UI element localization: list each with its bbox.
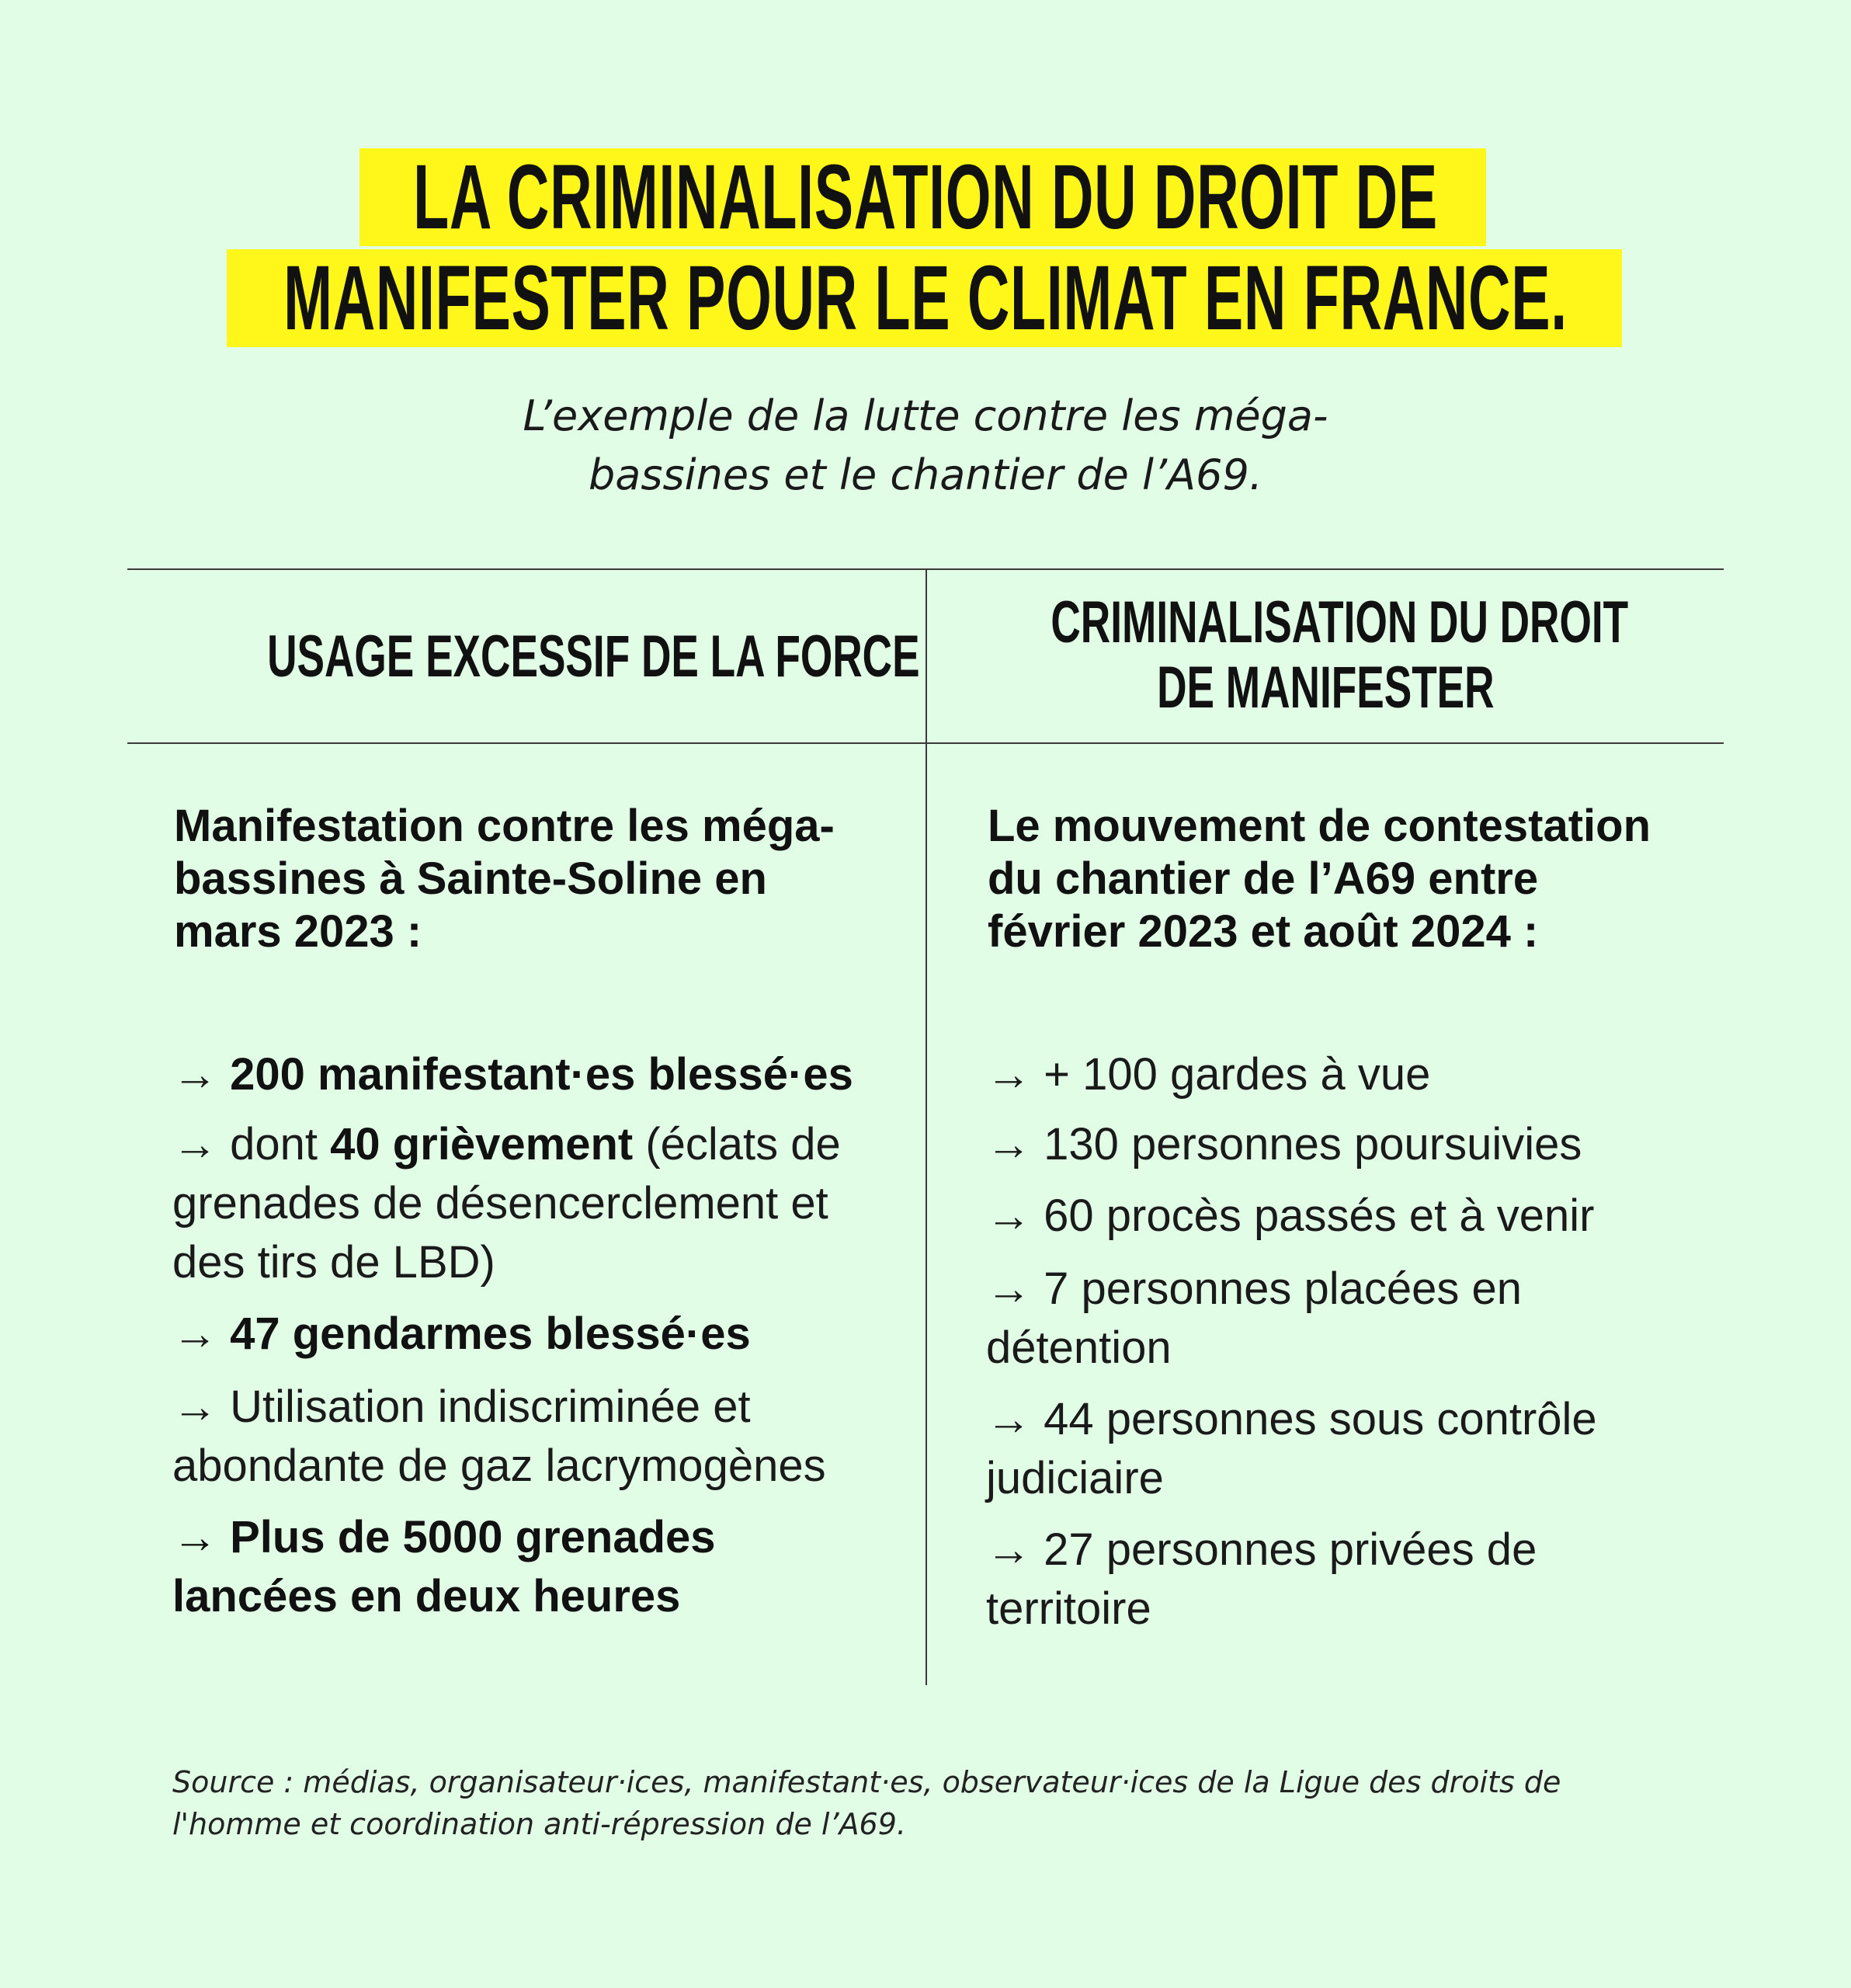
- bullet-text: judiciaire: [986, 1453, 1164, 1503]
- bullet-text: 44 personnes sous contrôle: [1044, 1394, 1597, 1444]
- list-item: [172, 1378, 826, 1496]
- list-item: [172, 1115, 841, 1292]
- list-item: [986, 1260, 1522, 1378]
- list-item: [986, 1521, 1537, 1639]
- page-title-line-1: LA CRIMINALISATION DU DROIT DE: [413, 146, 1438, 248]
- arrow-right-icon: →: [172, 1382, 217, 1432]
- left-column-heading: [127, 624, 926, 690]
- arrow-right-icon: →: [986, 1524, 1031, 1575]
- list-item: [986, 1115, 1582, 1174]
- arrow-right-icon: →: [172, 1309, 217, 1359]
- arrow-right-icon: →: [986, 1394, 1031, 1444]
- bullet-text: lancées en deux heures: [172, 1571, 681, 1621]
- subtitle-line-2: bassines et le chantier de l’A69.: [589, 450, 1262, 499]
- source-line: Source : médias, organisateur·ices, manifestant·es, observateur·ices de la Ligue des droits de: [172, 1765, 1561, 1799]
- left-intro: [174, 800, 835, 958]
- bullet-text: 130 personnes poursuivies: [1044, 1119, 1582, 1170]
- arrow-right-icon: →: [986, 1049, 1031, 1100]
- list-item: [986, 1187, 1594, 1246]
- bullet-text: (éclats de: [633, 1119, 841, 1170]
- bullet-text: 200 manifestant·es blessé·es: [230, 1049, 853, 1100]
- bullet-text: 27 personnes privées de: [1044, 1524, 1537, 1575]
- source-note: [172, 1761, 1561, 1845]
- list-item: [172, 1045, 853, 1104]
- list-item: [172, 1305, 751, 1364]
- page-title-line-2: MANIFESTER POUR LE CLIMAT EN FRANCE.: [283, 247, 1568, 349]
- arrow-right-icon: →: [172, 1119, 217, 1170]
- bullet-text-bold: 40 grièvement: [330, 1119, 634, 1170]
- right-intro-line: du chantier de l’A69 entre: [988, 853, 1539, 904]
- left-intro-line: mars 2023 :: [174, 906, 422, 957]
- arrow-right-icon: →: [986, 1190, 1031, 1241]
- left-heading-text: USAGE EXCESSIF DE LA FORCE: [267, 624, 920, 690]
- right-heading-line-2: DE MANIFESTER: [1156, 655, 1495, 721]
- right-intro: [988, 800, 1651, 958]
- bullet-text: 7 personnes placées en: [1044, 1263, 1523, 1314]
- bullet-text: territoire: [986, 1583, 1151, 1634]
- bullet-text: détention: [986, 1322, 1172, 1373]
- right-heading-line-1: CRIMINALISATION DU DROIT: [1051, 589, 1629, 655]
- right-intro-line: février 2023 et août 2024 :: [988, 906, 1539, 957]
- arrow-right-icon: →: [986, 1119, 1031, 1170]
- bullet-text: des tirs de LBD): [172, 1237, 495, 1288]
- arrow-right-icon: →: [172, 1049, 217, 1100]
- arrow-right-icon: →: [986, 1263, 1031, 1314]
- left-intro-line: bassines à Sainte-Soline en: [174, 853, 767, 904]
- bullet-text: + 100 gardes à vue: [1044, 1049, 1431, 1100]
- arrow-right-icon: →: [172, 1512, 217, 1562]
- right-column-heading: [927, 590, 1724, 721]
- subtitle-line-1: L’exemple de la lutte contre les méga-: [523, 391, 1328, 440]
- list-item: [172, 1508, 716, 1626]
- right-intro-line: Le mouvement de contestation: [988, 801, 1651, 851]
- bullet-text: abondante de gaz lacrymogènes: [172, 1441, 826, 1491]
- bullet-text: dont: [230, 1119, 331, 1170]
- bullet-text: 60 procès passés et à venir: [1044, 1190, 1595, 1241]
- table-column-divider: [926, 568, 927, 1685]
- bullet-text: Plus de 5000 grenades: [230, 1512, 716, 1562]
- bullet-text: Utilisation indiscriminée et: [230, 1382, 751, 1432]
- list-item: [986, 1045, 1430, 1104]
- list-item: [986, 1390, 1597, 1508]
- left-intro-line: Manifestation contre les méga-: [174, 801, 835, 851]
- source-line: l'homme et coordination anti-répression de l’A69.: [172, 1807, 906, 1841]
- bullet-text: grenades de désencerclement et: [172, 1178, 828, 1229]
- bullet-text: 47 gendarmes blessé·es: [230, 1309, 751, 1359]
